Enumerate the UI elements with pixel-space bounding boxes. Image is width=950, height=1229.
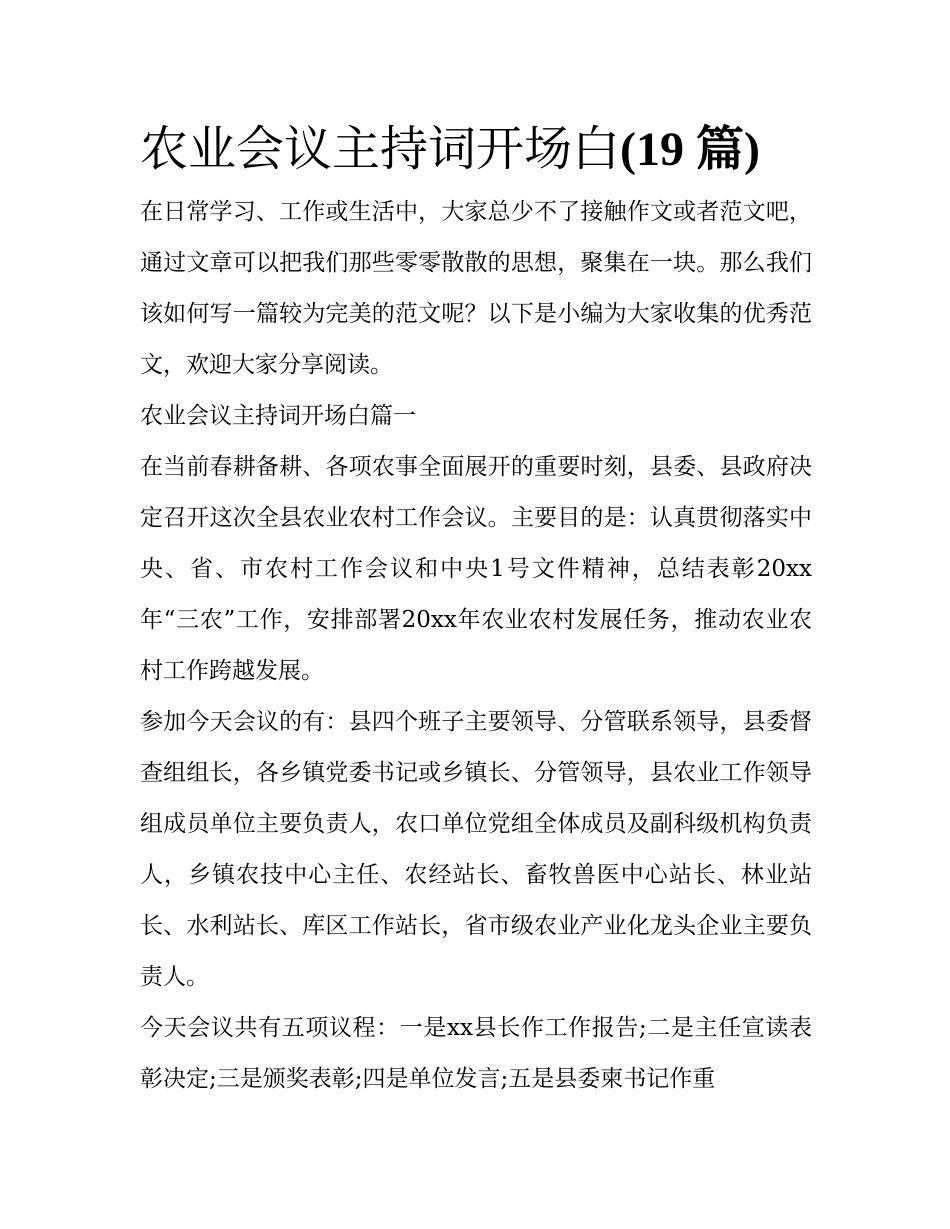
section-heading: 农业会议主持词开场白篇一 — [140, 403, 416, 429]
intro-paragraph: 在日常学习、工作或生活中，大家总少不了接触作文或者范文吧，通过文章可以把我们那些零零散散的思想，聚集在一块。那么我们该如何写一篇较为完美的范文呢？以下是小编为大家收集的优秀范文，欢迎大家分享阅读。 — [140, 199, 812, 378]
body-paragraph-purpose: 在当前春耕备耕、各项农事全面展开的重要时刻，县委、县政府决定召开这次全县农业农村工作会议。主要目的是：认真贯彻落实中央、省、市农村工作会议和中央1号文件精神，总结表彰20xx年“三农”工作，安排部署20xx年农业农村发展任务，推动农业农村工作跨越发展。 — [140, 454, 812, 684]
document-title — [140, 118, 812, 181]
body-paragraph-agenda: 今天会议共有五项议程：一是xx县长作工作报告;二是主任宣读表彰决定;三是颁奖表彰;四是单位发言;五是县委柬书记作重 — [140, 1015, 812, 1092]
document-page — [140, 118, 812, 1105]
title-suffix: (19 篇) — [620, 123, 760, 176]
body-paragraph-attendees: 参加今天会议的有：县四个班子主要领导、分管联系领导，县委督查组组长，各乡镇党委书记或乡镇长、分管领导，县农业工作领导组成员单位主要负责人，农口单位党组全体成员及副科级机构负责人，乡镇农技中心主任、农经站长、畜牧兽医中心站长、林业站长、水利站长、库区工作站长，省市级农业产业化龙头企业主要负责人。 — [140, 709, 812, 990]
title-main: 农业会议主持词开场白 — [140, 121, 621, 177]
